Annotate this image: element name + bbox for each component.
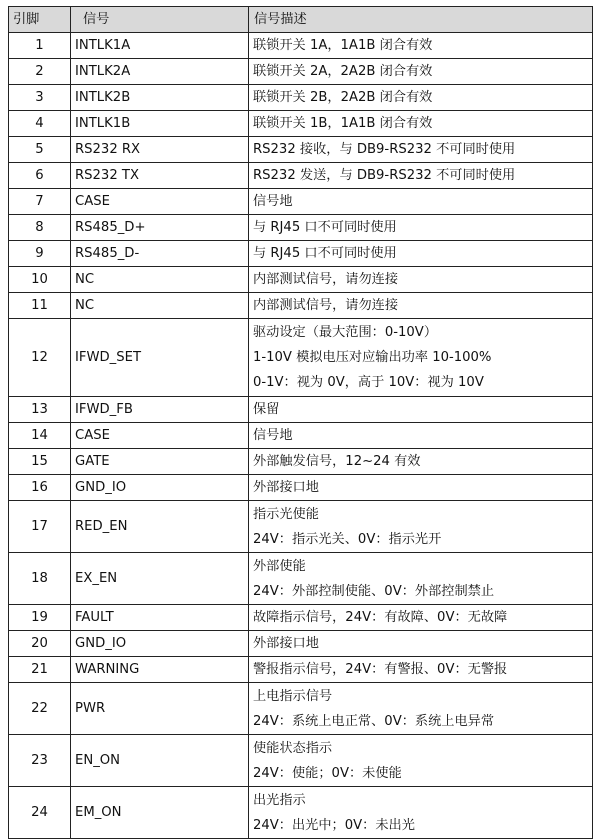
description-line: 与 RJ45 口不可同时使用 [253, 220, 397, 235]
signal-description [249, 605, 593, 631]
signal-description [249, 397, 593, 423]
description-line: RS232 接收，与 DB9-RS232 不可同时使用 [253, 142, 516, 157]
table-row [9, 735, 593, 787]
signal-description [249, 657, 593, 683]
signal-name: RS232 RX [71, 137, 249, 163]
signal-name: EX_EN [71, 553, 249, 605]
pin-number: 10 [9, 267, 71, 293]
signal-description [249, 33, 593, 59]
description-line: 故障指示信号，24V：有故障、0V：无故障 [253, 610, 508, 625]
signal-description [249, 215, 593, 241]
description-line: 联锁开关 2B，2A2B 闭合有效 [253, 90, 433, 105]
signal-name: EM_ON [71, 787, 249, 839]
pin-number: 20 [9, 631, 71, 657]
pin-number: 8 [9, 215, 71, 241]
signal-description [249, 241, 593, 267]
table-row [9, 475, 593, 501]
table-row [9, 241, 593, 267]
description-line: 内部测试信号，请勿连接 [253, 272, 399, 287]
pin-number: 21 [9, 657, 71, 683]
signal-description [249, 501, 593, 553]
table-header-row [9, 7, 593, 33]
table-row [9, 787, 593, 839]
table-row [9, 501, 593, 553]
pin-number: 22 [9, 683, 71, 735]
signal-name: NC [71, 293, 249, 319]
signal-name: INTLK1B [71, 111, 249, 137]
table-row [9, 631, 593, 657]
description-line: RS232 发送，与 DB9-RS232 不可同时使用 [253, 168, 516, 183]
table-row [9, 319, 593, 397]
pin-number: 5 [9, 137, 71, 163]
table-row [9, 605, 593, 631]
signal-name: CASE [71, 423, 249, 449]
signal-name: PWR [71, 683, 249, 735]
description-line: 信号地 [253, 428, 293, 443]
signal-description [249, 293, 593, 319]
description-line: 保留 [253, 402, 280, 417]
signal-description [249, 59, 593, 85]
table-row [9, 137, 593, 163]
description-line: 联锁开关 2A，2A2B 闭合有效 [253, 64, 433, 79]
pin-signal-table [8, 6, 593, 839]
table-row [9, 657, 593, 683]
description-line: 信号地 [253, 194, 293, 209]
pin-number: 6 [9, 163, 71, 189]
pin-number: 9 [9, 241, 71, 267]
signal-name: INTLK2A [71, 59, 249, 85]
table-row [9, 59, 593, 85]
signal-description [249, 475, 593, 501]
signal-name: WARNING [71, 657, 249, 683]
signal-name: RS485_D- [71, 241, 249, 267]
pin-number: 23 [9, 735, 71, 787]
signal-name: RED_EN [71, 501, 249, 553]
pin-number: 24 [9, 787, 71, 839]
description-line: 与 RJ45 口不可同时使用 [253, 246, 397, 261]
description-line: 上电指示信号 [253, 688, 333, 704]
signal-description [249, 267, 593, 293]
signal-name: GND_IO [71, 475, 249, 501]
signal-name: IFWD_FB [71, 397, 249, 423]
table-row [9, 423, 593, 449]
table-body [9, 33, 593, 839]
table-row [9, 449, 593, 475]
pin-number: 19 [9, 605, 71, 631]
table-row [9, 85, 593, 111]
table-row [9, 683, 593, 735]
signal-description [249, 189, 593, 215]
pin-number: 3 [9, 85, 71, 111]
signal-description [249, 449, 593, 475]
pin-number: 1 [9, 33, 71, 59]
signal-name: GATE [71, 449, 249, 475]
header-signal: 信号 [71, 7, 249, 33]
signal-description [249, 423, 593, 449]
signal-name: RS485_D+ [71, 215, 249, 241]
pin-number: 18 [9, 553, 71, 605]
description-line: 24V：指示光关、0V：指示光开 [253, 531, 442, 547]
signal-name: INTLK2B [71, 85, 249, 111]
signal-name: EN_ON [71, 735, 249, 787]
description-line: 指示光使能 [253, 506, 319, 522]
description-line: 内部测试信号，请勿连接 [253, 298, 399, 313]
header-description: 信号描述 [249, 7, 593, 33]
table-row [9, 397, 593, 423]
description-line: 驱动设定（最大范围：0-10V） [253, 325, 438, 340]
signal-name: IFWD_SET [71, 319, 249, 397]
pin-number: 14 [9, 423, 71, 449]
signal-description [249, 787, 593, 839]
pin-number: 13 [9, 397, 71, 423]
signal-description [249, 137, 593, 163]
pin-number: 4 [9, 111, 71, 137]
signal-name: FAULT [71, 605, 249, 631]
table-row [9, 163, 593, 189]
table-row [9, 267, 593, 293]
signal-name: INTLK1A [71, 33, 249, 59]
pin-number: 17 [9, 501, 71, 553]
description-line: 24V：系统上电正常、0V：系统上电异常 [253, 713, 495, 729]
signal-description [249, 683, 593, 735]
description-line: 外部接口地 [253, 480, 319, 495]
description-line: 外部触发信号，12~24 有效 [253, 454, 421, 469]
description-line: 联锁开关 1A，1A1B 闭合有效 [253, 38, 433, 53]
pin-number: 12 [9, 319, 71, 397]
signal-description [249, 111, 593, 137]
table-row [9, 215, 593, 241]
description-line: 外部接口地 [253, 636, 319, 651]
table-row [9, 553, 593, 605]
table-row [9, 33, 593, 59]
table-row [9, 293, 593, 319]
description-line: 外部使能 [253, 558, 306, 574]
description-line: 使能状态指示 [253, 740, 333, 756]
description-line: 警报指示信号，24V：有警报、0V：无警报 [253, 662, 508, 677]
signal-description [249, 319, 593, 397]
description-line: 1-10V 模拟电压对应输出功率 10-100% [253, 350, 492, 365]
description-line: 联锁开关 1B，1A1B 闭合有效 [253, 116, 433, 131]
signal-name: NC [71, 267, 249, 293]
description-line: 24V：出光中；0V：未出光 [253, 817, 415, 833]
pin-number: 16 [9, 475, 71, 501]
description-line: 0-1V：视为 0V，高于 10V：视为 10V [253, 375, 484, 390]
signal-name: CASE [71, 189, 249, 215]
description-line: 24V：外部控制使能、0V：外部控制禁止 [253, 583, 495, 599]
table-row [9, 111, 593, 137]
signal-name: RS232 TX [71, 163, 249, 189]
pin-number: 2 [9, 59, 71, 85]
pin-number: 11 [9, 293, 71, 319]
signal-name: GND_IO [71, 631, 249, 657]
description-line: 出光指示 [253, 792, 306, 808]
signal-description [249, 85, 593, 111]
description-line: 24V：使能；0V：未使能 [253, 765, 402, 781]
pin-number: 7 [9, 189, 71, 215]
signal-description [249, 735, 593, 787]
table-row [9, 189, 593, 215]
signal-description [249, 163, 593, 189]
pin-number: 15 [9, 449, 71, 475]
signal-description [249, 631, 593, 657]
signal-description [249, 553, 593, 605]
header-pin: 引脚 [9, 7, 71, 33]
